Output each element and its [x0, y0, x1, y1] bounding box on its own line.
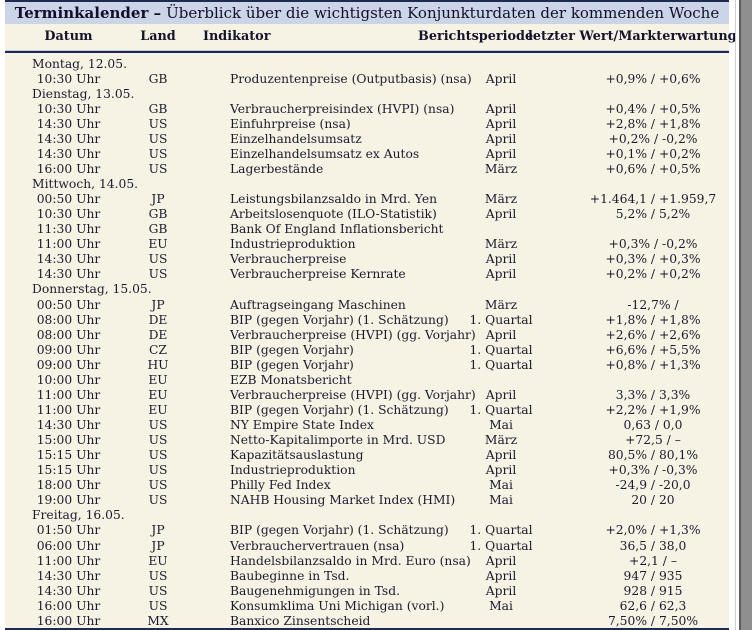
country-code: US	[148, 448, 168, 463]
indicator-name: Auftragseingang Maschinen	[230, 297, 406, 312]
country-code: US	[148, 161, 168, 176]
column-header-datum: Datum	[44, 29, 93, 44]
table-row	[5, 342, 729, 357]
last-value-expectation: +2,1 / –	[629, 553, 677, 568]
table-row	[5, 583, 729, 598]
table-row	[5, 463, 729, 478]
event-time: 15:15 Uhr	[36, 448, 101, 463]
day-header-row	[5, 86, 729, 101]
table-row	[5, 297, 729, 312]
table-row	[5, 568, 729, 583]
last-value-expectation: 62,6 / 62,3	[619, 598, 687, 613]
indicator-name: Einfuhrpreise (nsa)	[230, 116, 351, 131]
report-period: 1. Quartal	[469, 312, 533, 327]
report-period: April	[485, 387, 517, 402]
event-time: 16:00 Uhr	[36, 161, 101, 176]
table-row	[5, 207, 729, 222]
country-code: US	[148, 568, 168, 583]
event-time: 00:50 Uhr	[36, 192, 101, 207]
indicator-name: BIP (gegen Vorjahr) (1. Schätzung)	[230, 312, 449, 327]
day-header-row	[5, 508, 729, 523]
event-time: 10:30 Uhr	[36, 101, 101, 116]
event-time: 08:00 Uhr	[36, 327, 101, 342]
table-title-text: Überblick über die wichtigsten Konjunkturdaten der kommenden Woche	[166, 4, 720, 22]
indicator-name: EZB Monatsbericht	[230, 372, 352, 387]
event-time: 09:00 Uhr	[36, 342, 101, 357]
last-value-expectation: +0,3% / +0,3%	[605, 252, 701, 267]
report-period: 1. Quartal	[469, 342, 533, 357]
event-time: 11:00 Uhr	[36, 387, 101, 402]
country-code: JP	[151, 523, 165, 538]
country-code: EU	[148, 237, 168, 252]
country-code: JP	[151, 538, 165, 553]
event-time: 18:00 Uhr	[36, 478, 101, 493]
event-time: 14:30 Uhr	[36, 146, 101, 161]
last-value-expectation: +2,6% / +2,6%	[605, 327, 701, 342]
event-time: 16:00 Uhr	[36, 598, 101, 613]
country-code: US	[148, 418, 168, 433]
country-code: US	[148, 146, 168, 161]
event-time: 00:50 Uhr	[36, 297, 101, 312]
table-row	[5, 613, 729, 628]
table-title-bar	[5, 2, 729, 24]
table-row	[5, 116, 729, 131]
table-row	[5, 252, 729, 267]
report-period: 1. Quartal	[469, 402, 533, 417]
country-code: US	[148, 252, 168, 267]
report-period: März	[484, 433, 518, 448]
indicator-name: Verbraucherpreise Kernrate	[230, 267, 406, 282]
table-row	[5, 553, 729, 568]
event-time: 16:00 Uhr	[36, 613, 101, 628]
report-period: April	[485, 568, 517, 583]
report-period: April	[485, 131, 517, 146]
last-value-expectation: +0,3% / -0,3%	[608, 463, 698, 478]
table-row	[5, 357, 729, 372]
day-label: Freitag, 16.05.	[32, 508, 125, 523]
day-header-row	[5, 56, 729, 71]
indicator-name: Industrieproduktion	[230, 237, 356, 252]
indicator-name: BIP (gegen Vorjahr) (1. Schätzung)	[230, 402, 449, 417]
last-value-expectation: 80,5% / 80,1%	[607, 448, 699, 463]
country-code: US	[148, 463, 168, 478]
indicator-name: Verbraucherpreise (HVPI) (gg. Vorjahr)	[230, 387, 476, 402]
table-row	[5, 312, 729, 327]
last-value-expectation: +0,1% / +0,2%	[605, 146, 701, 161]
country-code: MX	[147, 613, 169, 628]
report-period: April	[485, 553, 517, 568]
indicator-name: Kapazitätsauslastung	[230, 448, 364, 463]
report-period: März	[484, 161, 518, 176]
event-time: 08:00 Uhr	[36, 312, 101, 327]
window-scrollbar[interactable]	[739, 0, 752, 630]
last-value-expectation: -12,7% /	[627, 297, 679, 312]
terminkalender-table	[5, 0, 737, 630]
report-period: Mai	[489, 598, 513, 613]
report-period: April	[485, 71, 517, 86]
event-time: 06:00 Uhr	[36, 538, 101, 553]
table-row	[5, 538, 729, 553]
last-value-expectation: 3,3% / 3,3%	[615, 387, 691, 402]
table-row	[5, 192, 729, 207]
event-time: 10:30 Uhr	[36, 71, 101, 86]
country-code: GB	[148, 207, 168, 222]
report-period: April	[485, 207, 517, 222]
last-value-expectation: +72,5 / –	[625, 433, 681, 448]
indicator-name: Verbrauchervertrauen (nsa)	[230, 538, 405, 553]
day-header-row	[5, 282, 729, 297]
country-code: GB	[148, 71, 168, 86]
column-header-berichtsperiode: Berichtsperiode	[418, 29, 534, 44]
indicator-name: Konsumklima Uni Michigan (vorl.)	[230, 598, 445, 613]
column-header-indikator: Indikator	[203, 29, 271, 44]
indicator-name: Verbraucherpreise	[230, 252, 347, 267]
last-value-expectation: +2,0% / +1,3%	[605, 523, 701, 538]
country-code: DE	[148, 312, 168, 327]
last-value-expectation: 0,63 / 0,0	[623, 418, 683, 433]
report-period: April	[485, 116, 517, 131]
country-code: EU	[148, 372, 168, 387]
indicator-name: Leistungsbilanzsaldo in Mrd. Yen	[230, 192, 438, 207]
last-value-expectation: +2,8% / +1,8%	[605, 116, 701, 131]
last-value-expectation: +0,8% / +1,3%	[605, 357, 701, 372]
indicator-name: Baubeginne in Tsd.	[230, 568, 350, 583]
indicator-name: Verbraucherpreise (HVPI) (gg. Vorjahr)	[230, 327, 476, 342]
indicator-name: Baugenehmigungen in Tsd.	[230, 583, 400, 598]
report-period: April	[485, 448, 517, 463]
indicator-name: Produzentenpreise (Outputbasis) (nsa)	[230, 71, 472, 86]
table-row	[5, 523, 729, 538]
event-time: 14:30 Uhr	[36, 568, 101, 583]
event-time: 11:30 Uhr	[36, 222, 101, 237]
country-code: US	[148, 478, 168, 493]
event-time: 15:15 Uhr	[36, 463, 101, 478]
last-value-expectation: +0,2% / +0,2%	[605, 267, 701, 282]
column-header-land: Land	[140, 29, 176, 44]
country-code: US	[148, 583, 168, 598]
table-row	[5, 327, 729, 342]
event-time: 14:30 Uhr	[36, 131, 101, 146]
last-value-expectation: +0,3% / -0,2%	[608, 237, 698, 252]
country-code: JP	[151, 297, 165, 312]
indicator-name: Verbraucherpreisindex (HVPI) (nsa)	[230, 101, 455, 116]
table-row	[5, 387, 729, 402]
day-header-row	[5, 177, 729, 192]
event-time: 14:30 Uhr	[36, 583, 101, 598]
day-label: Montag, 12.05.	[32, 56, 127, 71]
last-value-expectation: +6,6% / +5,5%	[605, 342, 701, 357]
day-label: Mittwoch, 14.05.	[32, 177, 139, 192]
table-row	[5, 131, 729, 146]
event-time: 09:00 Uhr	[36, 357, 101, 372]
last-value-expectation: 5,2% / 5,2%	[615, 207, 691, 222]
country-code: US	[148, 131, 168, 146]
table-row	[5, 237, 729, 252]
report-period: April	[485, 327, 517, 342]
indicator-name: Arbeitslosenquote (ILO-Statistik)	[230, 207, 437, 222]
country-code: EU	[148, 387, 168, 402]
last-value-expectation: -24,9 / -20,0	[615, 478, 691, 493]
country-code: GB	[148, 101, 168, 116]
last-value-expectation: 7,50% / 7,50%	[607, 613, 699, 628]
report-period: 1. Quartal	[469, 357, 533, 372]
indicator-name: NY Empire State Index	[230, 418, 374, 433]
event-time: 19:00 Uhr	[36, 493, 101, 508]
indicator-name: Einzelhandelsumsatz ex Autos	[230, 146, 420, 161]
day-label: Dienstag, 13.05.	[32, 86, 135, 101]
table-row	[5, 71, 729, 86]
report-period: April	[485, 252, 517, 267]
report-period: März	[484, 297, 518, 312]
country-code: US	[148, 116, 168, 131]
event-time: 14:30 Uhr	[36, 252, 101, 267]
indicator-name: Bank Of England Inflationsbericht	[230, 222, 444, 237]
event-time: 11:00 Uhr	[36, 553, 101, 568]
last-value-expectation: +1,8% / +1,8%	[605, 312, 701, 327]
indicator-name: BIP (gegen Vorjahr)	[230, 357, 354, 372]
indicator-name: Netto-Kapitalimporte in Mrd. USD	[230, 433, 446, 448]
last-value-expectation: +0,6% / +0,5%	[605, 161, 701, 176]
indicator-name: Lagerbestände	[230, 161, 324, 176]
country-code: US	[148, 493, 168, 508]
table-row	[5, 418, 729, 433]
report-period: März	[484, 237, 518, 252]
event-time: 10:30 Uhr	[36, 207, 101, 222]
last-value-expectation: +0,4% / +0,5%	[605, 101, 701, 116]
indicator-name: Industrieproduktion	[230, 463, 356, 478]
event-time: 11:00 Uhr	[36, 402, 101, 417]
indicator-name: BIP (gegen Vorjahr)	[230, 342, 354, 357]
table-title-bold: Terminkalender –	[14, 4, 162, 22]
country-code: US	[148, 267, 168, 282]
table-row	[5, 598, 729, 613]
last-value-expectation: 20 / 20	[631, 493, 675, 508]
table-row	[5, 478, 729, 493]
country-code: HU	[147, 357, 169, 372]
country-code: JP	[151, 192, 165, 207]
country-code: CZ	[149, 342, 167, 357]
last-value-expectation: +0,2% / -0,2%	[608, 131, 698, 146]
last-value-expectation: +2,2% / +1,9%	[605, 402, 701, 417]
country-code: DE	[148, 327, 168, 342]
country-code: US	[148, 433, 168, 448]
column-header-row	[5, 24, 737, 50]
last-value-expectation: 947 / 935	[623, 568, 683, 583]
event-time: 14:30 Uhr	[36, 267, 101, 282]
event-time: 10:00 Uhr	[36, 372, 101, 387]
table-row	[5, 146, 729, 161]
table-row	[5, 267, 729, 282]
country-code: GB	[148, 222, 168, 237]
report-period: Mai	[489, 418, 513, 433]
event-time: 15:00 Uhr	[36, 433, 101, 448]
report-period: April	[485, 583, 517, 598]
column-header-letzter-wert: letzter Wert/Markterwartung	[528, 29, 737, 44]
table-row	[5, 101, 729, 116]
report-period: 1. Quartal	[469, 523, 533, 538]
report-period: 1. Quartal	[469, 538, 533, 553]
report-period: Mai	[489, 493, 513, 508]
report-period: April	[485, 101, 517, 116]
last-value-expectation: +1.464,1 / +1.959,7	[589, 192, 717, 207]
report-period: April	[485, 267, 517, 282]
table-row	[5, 448, 729, 463]
last-value-expectation: 36,5 / 38,0	[619, 538, 687, 553]
table-row	[5, 402, 729, 417]
table-row	[5, 222, 729, 237]
event-time: 11:00 Uhr	[36, 237, 101, 252]
table-row	[5, 161, 729, 176]
report-period: März	[484, 192, 518, 207]
country-code: US	[148, 598, 168, 613]
event-time: 14:30 Uhr	[36, 418, 101, 433]
indicator-name: BIP (gegen Vorjahr) (1. Schätzung)	[230, 523, 449, 538]
indicator-name: Philly Fed Index	[230, 478, 331, 493]
indicator-name: Einzelhandelsumsatz	[230, 131, 362, 146]
report-period: April	[485, 463, 517, 478]
report-period: Mai	[489, 478, 513, 493]
report-period: April	[485, 146, 517, 161]
indicator-name: NAHB Housing Market Index (HMI)	[230, 493, 456, 508]
indicator-name: Banxico Zinsentscheid	[230, 613, 371, 628]
table-row	[5, 433, 729, 448]
event-time: 01:50 Uhr	[36, 523, 101, 538]
country-code: EU	[148, 553, 168, 568]
event-time: 14:30 Uhr	[36, 116, 101, 131]
country-code: EU	[148, 402, 168, 417]
last-value-expectation: +0,9% / +0,6%	[605, 71, 701, 86]
table-body	[5, 53, 729, 628]
table-row	[5, 372, 729, 387]
table-row	[5, 493, 729, 508]
last-value-expectation: 928 / 915	[623, 583, 683, 598]
day-label: Donnerstag, 15.05.	[32, 282, 152, 297]
indicator-name: Handelsbilanzsaldo in Mrd. Euro (nsa)	[230, 553, 471, 568]
